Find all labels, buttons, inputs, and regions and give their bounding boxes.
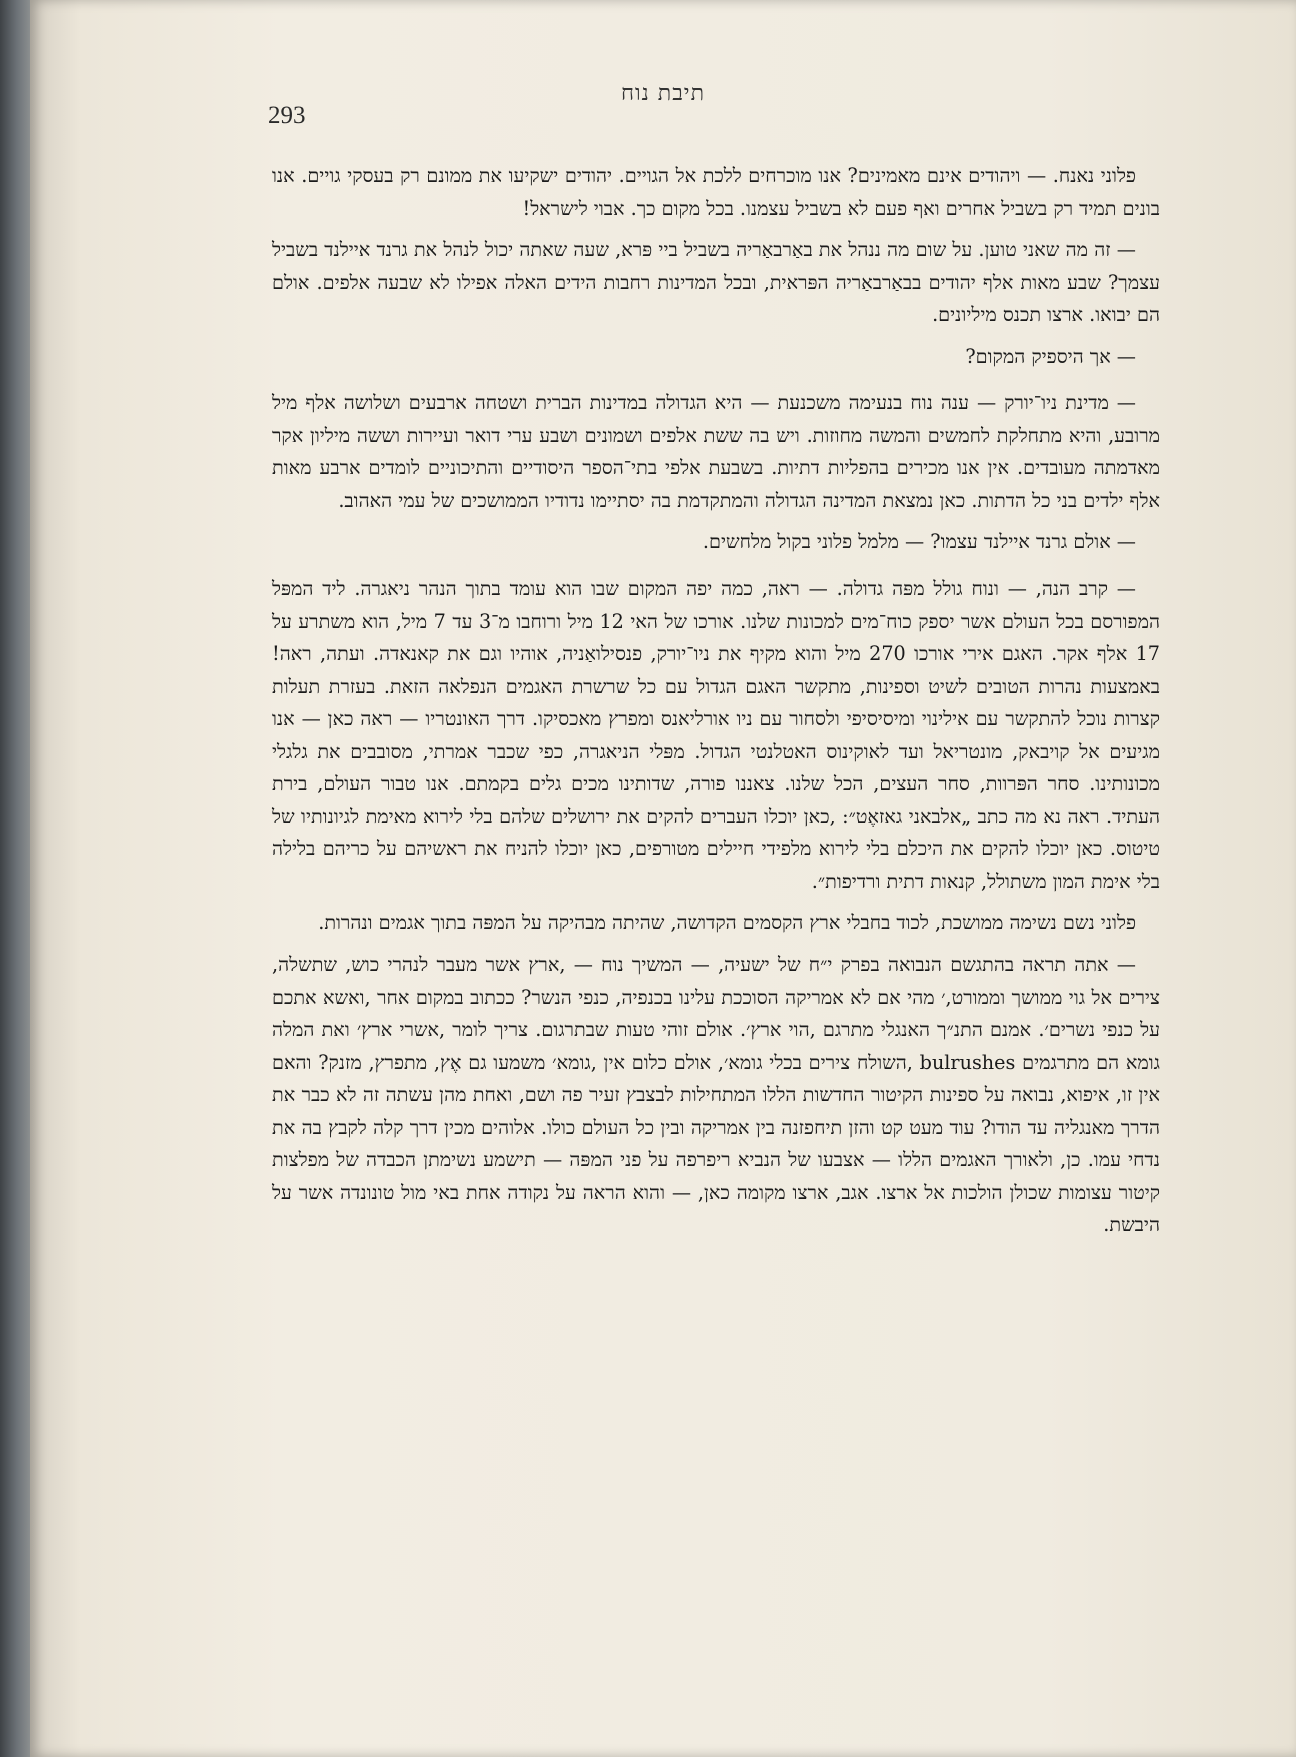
paragraph: — אך היספיק המקום? (965, 344, 1136, 368)
paragraph: — אתה תראה בהתגשם הנבואה בפרק י״ח של ישעיה, — המשיך נוח — ,ארץ אשר מעבר לנהרי כוש, שתשלה, צירים אל גוי ממושך וממורט,׳ מהי אם לא אמריקה הסוככת עלינו בכנפיה, כנפי הנשר? ככתוב במקום אחר ,ואשא אתכם על כנפי נשרים׳. אמנם התנ״ך האנגלי מתרגם ,הוי ארץ׳. אולם זוהי טעות שבתרגום. צריך לומר ,אשרי ארץ׳ ואת המלה גומא הם מתרגמים bulrushes ,השולח צירים בכלי גומא׳, אולם כלום אין ,גומא׳ משמעו גם אֶץ, מתפרץ, מזנק? והאם אין זו, איפוא, נבואה על ספינות הקיטור החדשות הללו המתחילות לבצבץ זעיר פה ושם, ואחת מהן עשתה זה לא כבר את הדרך מאנגליה עד הודו? עוד מעט קט והזן תיחפזנה בין אמריקה ובין כל העולם כולו. אלוהים מכין דרך קלה לקבץ בה את נדחי עמו. כן, ולאורך האגמים הללו — אצבעו של הנביא ריפרפה על פני המפּה — תישמע נשימתן הכבדה של מפלצות קיטור עצומות שכולן הולכות אל ארצו. אגב, ארצו מקומה כאן, — והוא הראה על נקודה אחת באי מול טונונדה אשר על היבשת. (272, 953, 1160, 1237)
paragraph: פלוני נשם נשימה ממושכת, לכוד בחבלי ארץ הקסמים הקדושה, שהיתה מבהיקה על המפּה בתוך אגמים ונהרות. (318, 911, 1136, 935)
running-head: תיבת נוח (620, 81, 705, 106)
paragraph: — זה מה שאני טוען. על שום מה ננהל את באַרבאַריה בשביל ביי פּרא, שעה שאתה יכול לנהל את גרנד איילנד בשביל עצמך? שבע מאות אלף יהודים בבאַרבאַריה הפּראית, ובכל המדינות רחבות הידים האלה אפילו לא שבעה אלפים. אולם הם יבואו. ארצו תכנס מיליונים. (272, 238, 1160, 327)
scan-edge (0, 0, 30, 1757)
paragraph: פלוני נאנח. — ויהודים אינם מאמינים? אנו מוכרחים ללכת אל הגויים. יהודים ישקיעו את ממונם רק בעסקי גויים. אנו בונים תמיד רק בשביל אחרים ואף פעם לא בשביל עצמנו. בכל מקום כך. אבוי לישראל! (272, 164, 1160, 220)
page-number: 293 (268, 102, 306, 129)
book-page (30, 0, 1296, 1757)
paragraph: — מדינת ניו־יורק — ענה נוח בנעימה משכנעת — היא הגדולה במדינות הברית ושטחה ארבעים ושלושה אלף מיל מרובע, והיא מתחלקת לחמשים והמשה מחוזות. ויש בה ששת אלפים ושמונים ושבע ערי דואר ועיירות וששה מיליון אקר מאדמתה מעובדים. אין אנו מכירים בהפליות דתיות. בשבעת אלפי בתי־הספר היסודיים והתיכוניים לומדים ארבע מאות אלף ילדים בני כל הדתות. כאן נמצאת המדינה הגדולה והמתקדמת בה יסתיימו נדודיו הממושכים של עמי האהוב. (272, 391, 1160, 512)
paragraph: — קרב הנה, — ונוח גולל מפּה גדולה. — ראה, כמה יפה המקום שבו הוא עומד בתוך הנהר ניאגרה. ליד המפּל המפורסם בכל העולם אשר יספק כוח־מים למכונות שלנו. אורכו של האי 12 מיל ורוחבו מ־3 עד 7 מיל, הוא משתרע על 17 אלף אקר. האגם אירי אורכו 270 מיל והוא מקיף את ניו־יורק, פנסילואַניה, אוהיו וגם את קאנאדה. ועתה, ראה! באמצעות נהרות הטובים לשיט וספינות, מתקשר האגם הגדול עם כל שרשרת האגמים הנפלאה הזאת. בעזרת תעלות קצרות נוכל להתקשר עם אילינוי ומיסיסיפי ולסחור עם ניו אורליאנס ומפרץ מאכסיקו. דרך האונטריו — ראה כאן — אנו מגיעים אל קויבאק, מונטריאל ועד לאוקינוס האטלנטי הגדול. מפּלי הניאגרה, כפי שכבר אמרתי, מסובבים את גלגלי מכונותינו. סחר הפּרוות, סחר העצים, הכל שלנו. צאננו פורה, שדותינו מכים גלים בקמתם. אנו טבור העולם, בירת העתיד. ראה נא מה כתב „אלבאני גאזאֶט״: ,כאן יוכלו העברים להקים את ירושלים שלהם בלי לירוא מאימת לגיונותיו של טיטוס. כאן יוכלו להקים את היכלם בלי לירוא מלפידי חיילים מטורפים, כאן יוכלו להניח את ראשיהם על כריהם בלילה בלי אימת המון משתולל, קנאות דתית ורדיפות״. (272, 577, 1160, 893)
body-text (272, 160, 1160, 1251)
paragraph: — אולם גרנד איילנד עצמו? — מלמל פלוני בקול מלחשים. (702, 530, 1136, 554)
